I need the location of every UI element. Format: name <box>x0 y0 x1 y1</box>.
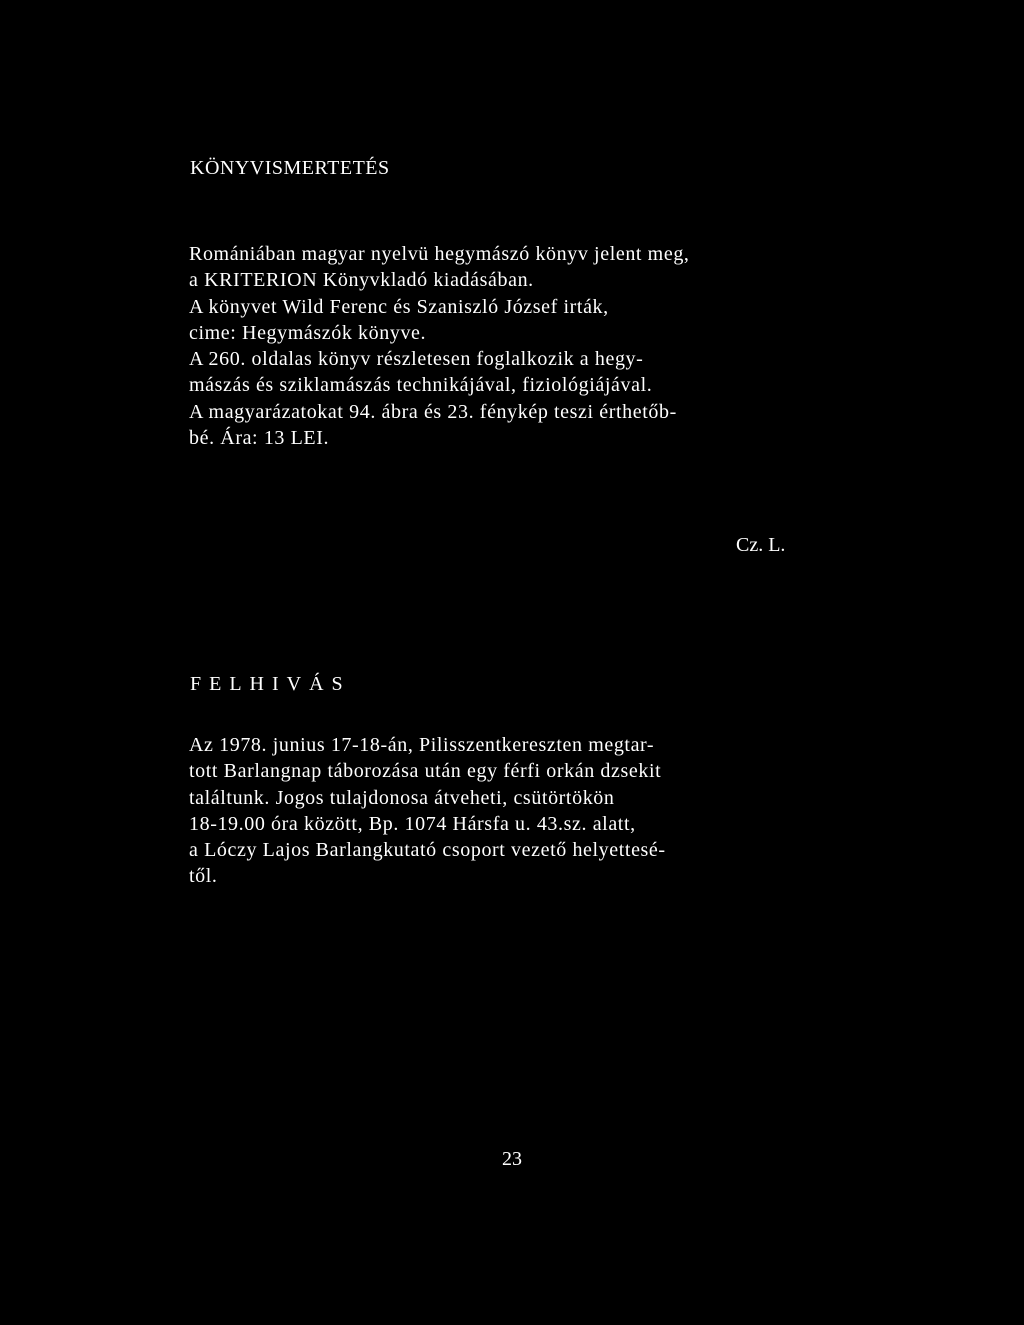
notice-body <box>189 732 666 890</box>
review-heading: KÖNYVISMERTETÉS <box>190 157 390 179</box>
review-line: bé. Ára: 13 LEI. <box>189 427 330 450</box>
notice-line: találtunk. Jogos tulajdonosa átveheti, csütörtökön <box>189 786 615 809</box>
notice-line: 18-19.00 óra között, Bp. 1074 Hársfa u. 43.sz. alatt, <box>189 812 636 835</box>
review-line: Romániában magyar nyelvü hegymászó könyv jelent meg, <box>189 243 690 265</box>
page-number: 23 <box>502 1148 522 1170</box>
notice-heading: FELHIVÁS <box>190 673 351 695</box>
review-line: A magyarázatokat 94. ábra és 23. fénykép teszi érthetőb- <box>189 400 677 423</box>
review-signature: Cz. L. <box>736 534 786 556</box>
notice-line: Az 1978. junius 17-18-án, Pilisszentkereszten megtar- <box>189 734 655 756</box>
review-body <box>189 241 690 451</box>
review-line: mászás és sziklamászás technikájával, fiziológiájával. <box>189 374 653 397</box>
notice-line: től. <box>189 865 218 888</box>
review-line: cime: Hegymászók könyve. <box>189 321 427 344</box>
review-line: a KRITERION Könyvkladó kiadásában. <box>189 269 534 292</box>
notice-line: tott Barlangnap táborozása után egy férfi orkán dzsekit <box>189 760 662 783</box>
notice-line: a Lóczy Lajos Barlangkutató csoport vezető helyettesé- <box>189 839 666 862</box>
review-line: A könyvet Wild Ferenc és Szaniszló József irták, <box>189 295 609 318</box>
review-line: A 260. oldalas könyv részletesen foglalkozik a hegy- <box>189 348 644 371</box>
